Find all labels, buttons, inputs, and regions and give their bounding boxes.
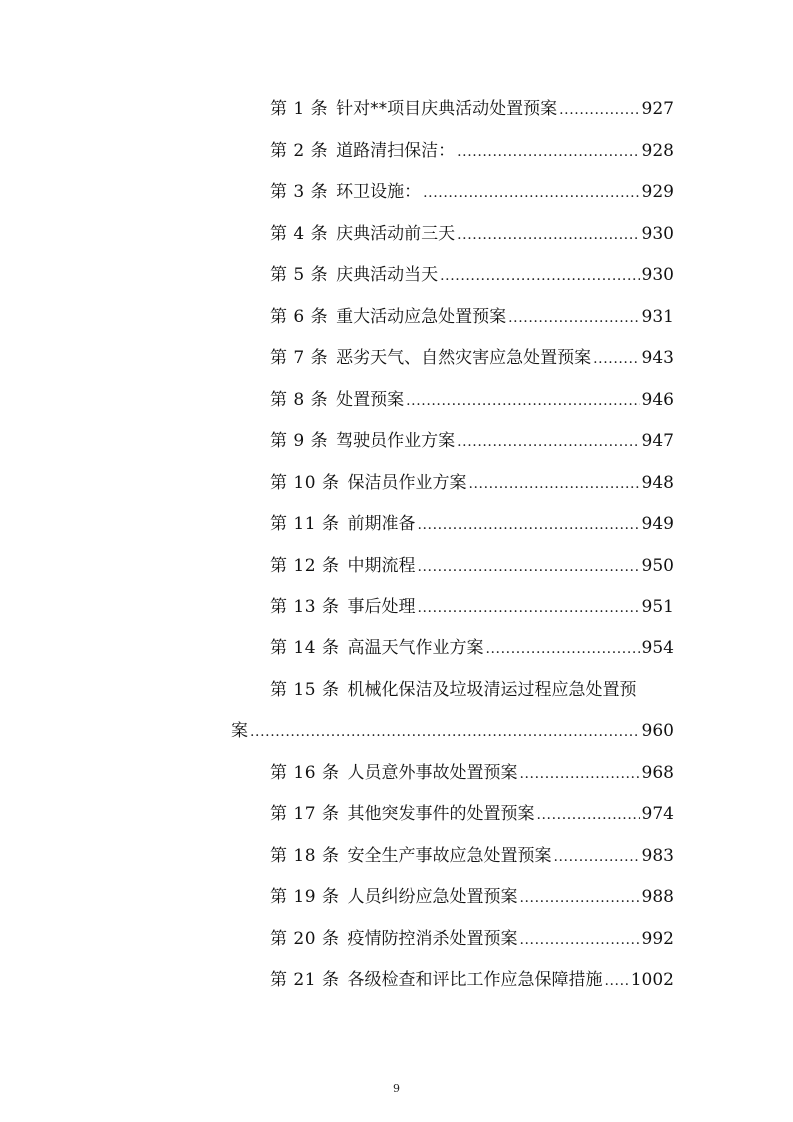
toc-entry[interactable] bbox=[270, 966, 674, 994]
toc-entry-number: 第 6 条 bbox=[270, 307, 329, 327]
toc-entry[interactable] bbox=[270, 883, 674, 911]
toc-entry-number: 第 8 条 bbox=[270, 390, 329, 410]
toc-entry[interactable] bbox=[270, 137, 674, 165]
toc-entry-number: 第 14 条 bbox=[270, 638, 340, 658]
toc-entry-page: 988 bbox=[641, 887, 674, 907]
toc-entry[interactable] bbox=[270, 220, 674, 248]
toc-entry-title: 庆典活动当天 bbox=[336, 265, 439, 285]
toc-entry-title: 道路清扫保洁： bbox=[336, 141, 456, 161]
toc-entry-title: 处置预案 bbox=[336, 390, 405, 410]
dot-leader bbox=[457, 428, 639, 456]
toc-entry-page: 968 bbox=[641, 763, 674, 783]
toc-entry-number: 第 15 条 bbox=[270, 680, 340, 700]
dot-leader bbox=[440, 262, 639, 290]
toc-entry-number: 第 13 条 bbox=[270, 597, 340, 617]
dot-leader bbox=[519, 926, 639, 954]
toc-entry-number: 第 20 条 bbox=[270, 929, 340, 949]
toc-entry-page: 983 bbox=[641, 846, 674, 866]
toc-entry-title: 中期流程 bbox=[347, 556, 416, 576]
toc-entry-page: 992 bbox=[641, 929, 674, 949]
toc-entry-page: 930 bbox=[641, 265, 674, 285]
toc-entry[interactable] bbox=[270, 469, 674, 497]
toc-entry-title: 高温天气作业方案 bbox=[347, 638, 484, 658]
toc-entry[interactable] bbox=[270, 386, 674, 414]
dot-leader bbox=[536, 801, 639, 829]
toc-entry[interactable] bbox=[270, 178, 674, 206]
toc-entry[interactable] bbox=[270, 800, 674, 828]
toc-entry[interactable] bbox=[270, 925, 674, 953]
toc-entry-page: 951 bbox=[641, 597, 674, 617]
toc-entry-title: 机械化保洁及垃圾清运过程应急处置预 bbox=[347, 680, 637, 700]
toc-entry-page: 950 bbox=[641, 556, 674, 576]
toc-entry-number: 第 10 条 bbox=[270, 473, 340, 493]
toc-entry-number: 第 11 条 bbox=[270, 514, 340, 534]
toc-entry-page: 1002 bbox=[630, 970, 674, 990]
toc-entry-number: 第 3 条 bbox=[270, 182, 329, 202]
toc-entry-title: 事后处理 bbox=[347, 597, 416, 617]
toc-entry-page: 946 bbox=[641, 390, 674, 410]
toc-entry-number: 第 21 条 bbox=[270, 970, 340, 990]
toc-entry-number: 第 9 条 bbox=[270, 431, 329, 451]
toc-entry-number: 第 5 条 bbox=[270, 265, 329, 285]
dot-leader bbox=[468, 470, 639, 498]
toc-entry-page: 954 bbox=[641, 638, 674, 658]
toc-entry[interactable] bbox=[270, 261, 674, 289]
toc-entry-number: 第 2 条 bbox=[270, 141, 329, 161]
toc-entry-number: 第 12 条 bbox=[270, 556, 340, 576]
toc-entry-title: 恶劣天气、自然灾害应急处置预案 bbox=[336, 348, 592, 368]
toc-entry-page: 949 bbox=[641, 514, 674, 534]
dot-leader bbox=[519, 760, 639, 788]
toc-entry-number: 第 7 条 bbox=[270, 348, 329, 368]
toc-entry-title-continuation: 案 bbox=[231, 721, 248, 741]
toc-entry[interactable] bbox=[270, 427, 674, 455]
dot-leader bbox=[508, 304, 639, 332]
page-number: 9 bbox=[393, 1082, 400, 1095]
toc-entry-title: 环卫设施： bbox=[336, 182, 422, 202]
toc-entry-page: 931 bbox=[641, 307, 674, 327]
toc-entry-page: 974 bbox=[641, 804, 674, 824]
toc-entry[interactable] bbox=[270, 842, 674, 870]
toc-entry-title: 安全生产事故应急处置预案 bbox=[347, 846, 552, 866]
dot-leader bbox=[417, 511, 639, 539]
toc-entry[interactable] bbox=[270, 552, 674, 580]
dot-leader bbox=[417, 553, 639, 581]
toc-entry-number: 第 1 条 bbox=[270, 99, 329, 119]
toc-entry-title: 疫情防控消杀处置预案 bbox=[347, 929, 518, 949]
toc-entry-page: 930 bbox=[641, 224, 674, 244]
toc-entry-number: 第 18 条 bbox=[270, 846, 340, 866]
dot-leader bbox=[485, 635, 639, 663]
dot-leader bbox=[519, 884, 639, 912]
toc-entry[interactable] bbox=[270, 759, 674, 787]
toc-entry-page: 943 bbox=[641, 348, 674, 368]
toc-entry[interactable] bbox=[270, 303, 674, 331]
toc-entry[interactable] bbox=[270, 344, 674, 372]
toc-entry-page: 928 bbox=[641, 141, 674, 161]
toc-entry-number: 第 17 条 bbox=[270, 804, 340, 824]
dot-leader bbox=[593, 345, 639, 373]
toc-entry-number: 第 19 条 bbox=[270, 887, 340, 907]
toc-entry-title: 保洁员作业方案 bbox=[347, 473, 467, 493]
toc-entry-page: 960 bbox=[641, 721, 674, 741]
toc-entry-title: 人员纠纷应急处置预案 bbox=[347, 887, 518, 907]
toc-entry-page: 927 bbox=[641, 99, 674, 119]
toc-entry[interactable] bbox=[270, 676, 674, 704]
toc-entry-title: 重大活动应急处置预案 bbox=[336, 307, 507, 327]
dot-leader bbox=[457, 221, 639, 249]
toc-entry-number: 第 16 条 bbox=[270, 763, 340, 783]
toc-entry-page: 948 bbox=[641, 473, 674, 493]
toc-entry[interactable] bbox=[270, 510, 674, 538]
dot-leader bbox=[423, 179, 639, 207]
dot-leader bbox=[417, 594, 639, 622]
dot-leader bbox=[553, 843, 639, 871]
toc-entry-title: 针对**项目庆典活动处置预案 bbox=[336, 99, 558, 119]
dot-leader bbox=[457, 138, 639, 166]
dot-leader bbox=[406, 387, 639, 415]
toc-entry[interactable] bbox=[270, 593, 674, 621]
toc-entry-page: 947 bbox=[641, 431, 674, 451]
toc-entry-title: 人员意外事故处置预案 bbox=[347, 763, 518, 783]
toc-entry-page: 929 bbox=[641, 182, 674, 202]
toc-entry-continuation[interactable] bbox=[231, 717, 674, 745]
toc-entry-title: 各级检查和评比工作应急保障措施 bbox=[347, 970, 603, 990]
toc-entry-number: 第 4 条 bbox=[270, 224, 329, 244]
toc-entry[interactable] bbox=[270, 95, 674, 123]
toc-entry-title: 前期准备 bbox=[347, 514, 416, 534]
dot-leader bbox=[604, 967, 628, 995]
toc-entry[interactable] bbox=[270, 634, 674, 662]
toc-entry-title: 驾驶员作业方案 bbox=[336, 431, 456, 451]
toc-entry-title: 其他突发事件的处置预案 bbox=[347, 804, 535, 824]
toc-entry-title: 庆典活动前三天 bbox=[336, 224, 456, 244]
dot-leader bbox=[559, 96, 639, 124]
dot-leader bbox=[250, 718, 640, 746]
